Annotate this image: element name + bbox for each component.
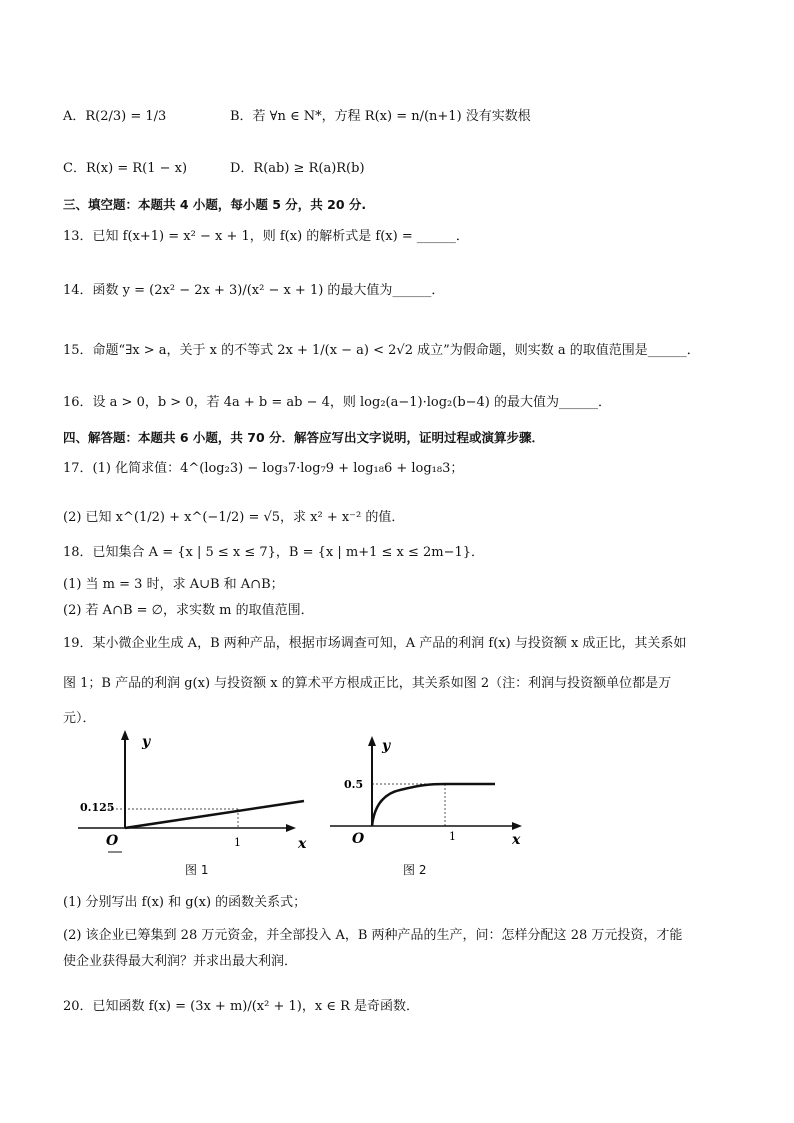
- section-heading-solutions: 四、解答题：本题共 6 小题，共 70 分．解答应写出文字说明，证明过程或演算步骤．: [63, 430, 545, 445]
- question-19-part-1: (1) 分别写出 f(x) 和 g(x) 的函数关系式；: [63, 895, 307, 910]
- figure-1-caption: 图 1: [185, 863, 209, 877]
- question-15: 15．命题“∃x > a，关于 x 的不等式 2x + 1/(x − a) < 2√2 成立”为假命题，则实数 a 的取值范围是______．: [63, 343, 700, 358]
- option-b: B．若 ∀n ∈ N*，方程 R(x) = n/(n+1) 没有实数根: [230, 109, 531, 124]
- fig2-x-label: x: [512, 832, 521, 848]
- fig2-y-label: y: [382, 738, 391, 754]
- question-19-stem-line-2: 图 1；B 产品的利润 g(x) 与投资额 x 的算术平方根成正比，其关系如图 2（注：利润与投资额单位都是万: [63, 676, 672, 691]
- question-14: 14．函数 y = (2x² − 2x + 3)/(x² − x + 1) 的最大值为______．: [63, 283, 445, 298]
- question-16: 16．设 a > 0，b > 0，若 4a + b = ab − 4，则 log₂(a−1)·log₂(b−4) 的最大值为______．: [63, 395, 612, 410]
- fig2-y-tick: 0.5: [344, 778, 364, 791]
- section-heading-fill-in: 三、填空题：本题共 4 小题，每小题 5 分，共 20 分.: [63, 197, 367, 212]
- question-19-stem-line-1: 19．某小微企业生成 A，B 两种产品，根据市场调查可知，A 产品的利润 f(x) 与投资额 x 成正比，其关系如: [63, 636, 687, 651]
- fig1-x-tick: 1: [234, 836, 241, 849]
- fig1-y-arrow: [121, 730, 129, 740]
- option-c: C．R(x) = R(1 − x): [63, 161, 188, 176]
- option-d: D．R(ab) ≥ R(a)R(b): [230, 161, 365, 176]
- question-18-stem: 18．已知集合 A = {x | 5 ≤ x ≤ 7}，B = {x | m+1 ≤ x ≤ 2m−1}．: [63, 545, 485, 560]
- fig1-x-arrow: [286, 824, 296, 832]
- fig2-x-arrow: [512, 822, 522, 830]
- figure-2: [330, 728, 530, 858]
- question-19-part-2-line-1: (2) 该企业已筹集到 28 万元资金，并全部投入 A，B 两种产品的生产，问：怎样分配这 28 万元投资，才能: [63, 928, 683, 943]
- fig1-line-f: [125, 801, 304, 828]
- fig2-x-tick: 1: [449, 830, 456, 843]
- fig1-origin-label: O: [106, 833, 119, 849]
- fig1-y-tick: 0.125: [80, 801, 115, 814]
- option-a: A．R(2/3) = 1/3: [63, 109, 167, 124]
- fig2-curve-g: [372, 784, 495, 826]
- fig2-y-arrow: [368, 736, 376, 746]
- question-17-part-1: 17．(1) 化简求值：4^(log₂3) − log₃7·log₇9 + log₁₈6 + log₁₈3；: [63, 461, 464, 476]
- question-13: 13．已知 f(x+1) = x² − x + 1，则 f(x) 的解析式是 f(x) = ______．: [63, 229, 469, 244]
- question-18-part-2: (2) 若 A∩B = ∅，求实数 m 的取值范围．: [63, 603, 314, 618]
- question-20: 20．已知函数 f(x) = (3x + m)/(x² + 1)，x ∈ R 是奇函数．: [63, 999, 419, 1014]
- fig1-y-label: y: [142, 734, 151, 750]
- figure-1: [78, 728, 318, 858]
- fig1-x-label: x: [298, 836, 307, 852]
- fig2-origin-label: O: [352, 831, 365, 847]
- question-19-part-2-line-2: 使企业获得最大利润？并求出最大利润．: [63, 954, 298, 969]
- figure-2-caption: 图 2: [403, 863, 427, 877]
- question-17-part-2: (2) 已知 x^(1/2) + x^(−1/2) = √5，求 x² + x⁻² 的值．: [63, 510, 405, 525]
- question-18-part-1: (1) 当 m = 3 时，求 A∪B 和 A∩B；: [63, 577, 284, 592]
- question-19-stem-line-3: 元）．: [63, 711, 96, 726]
